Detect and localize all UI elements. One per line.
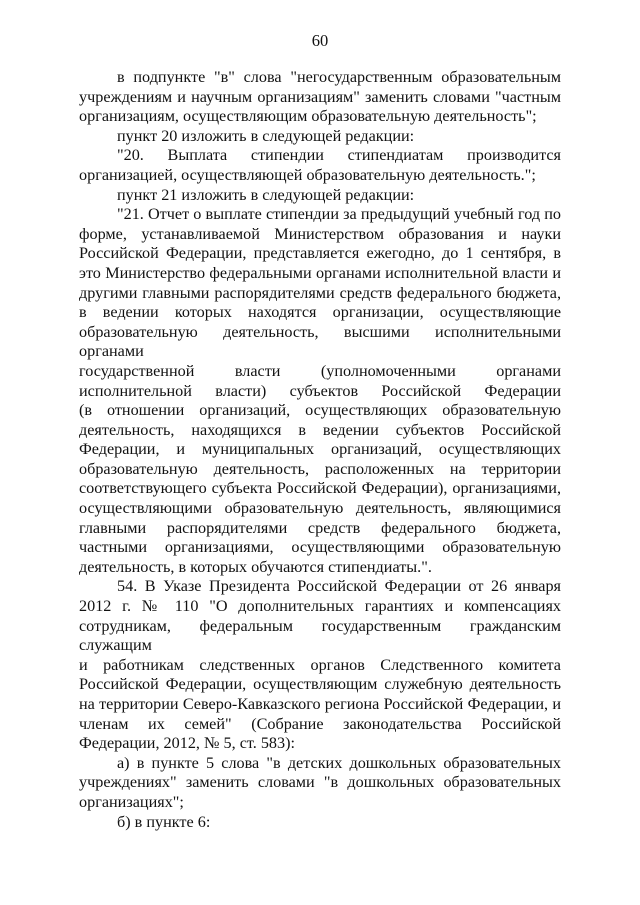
- page-number: 60: [311, 31, 329, 50]
- text-line: организациях";: [79, 792, 184, 811]
- text-line: и работникам следственных органов Следственного комитета: [79, 655, 561, 674]
- text-line: "20. Выплата стипендии стипендиатам производится: [117, 146, 561, 165]
- paragraph-p6: [79, 577, 561, 753]
- text-line: "21. Отчет о выплате стипендии за предыдущий учебный год по: [117, 205, 561, 224]
- text-line: организацией, осуществляющей образовательную деятельность.";: [79, 165, 536, 184]
- text-line: деятельность, находящихся в ведении субъектов Российской: [79, 420, 561, 439]
- text-line: 2012 г. № 110 "О дополнительных гарантиях и компенсациях: [79, 597, 561, 616]
- text-line: учреждениям и научным организациям" заменить словами "частным: [79, 87, 561, 106]
- text-line: 54. В Указе Президента Российской Федерации от 26 января: [117, 577, 561, 596]
- text-line: исполнительной власти) субъектов Российской Федерации: [79, 381, 561, 400]
- text-line: главными распорядителями средств федерального бюджета,: [79, 518, 561, 537]
- text-line: сотрудникам, федеральным государственным гражданским служащим: [79, 616, 561, 655]
- text-line: форме, устанавливаемой Министерством образования и науки: [79, 224, 561, 243]
- text-line: деятельность, в которых обучаются стипендиаты.".: [79, 557, 432, 576]
- text-line: в ведении которых находятся организации, осуществляющие: [79, 303, 561, 322]
- text-line: образовательную деятельность, высшими исполнительными органами: [79, 322, 561, 361]
- text-line: б) в пункте 6:: [117, 812, 211, 831]
- paragraph-p4: [79, 186, 561, 206]
- text-line: членам их семей" (Собрание законодательства Российской: [79, 714, 561, 733]
- paragraph-p8: [79, 813, 561, 833]
- text-line: образовательную деятельность, расположенных на территории: [79, 459, 561, 478]
- text-line: учреждениях" заменить словами "в дошкольных образовательных: [79, 773, 561, 792]
- text-line: частными организациями, осуществляющими образовательную: [79, 538, 561, 557]
- text-line: пункт 20 изложить в следующей редакции:: [117, 126, 415, 145]
- paragraph-p5: [79, 205, 561, 577]
- text-line: а) в пункте 5 слова "в детских дошкольных образовательных: [117, 753, 561, 772]
- paragraph-p3: [79, 146, 561, 185]
- paragraph-p1: [79, 68, 561, 127]
- text-line: Федерации, и муниципальных организаций, осуществляющих: [79, 440, 561, 459]
- text-line: пункт 21 изложить в следующей редакции:: [117, 185, 415, 204]
- text-line: в подпункте "в" слова "негосударственным образовательным: [117, 68, 561, 86]
- text-line: Российской Федерации, представляется ежегодно, до 1 сентября, в: [79, 244, 561, 263]
- text-line: на территории Северо-Кавказского региона Российской Федерации, и: [79, 695, 561, 713]
- text-line: государственной власти (уполномоченными органами: [79, 361, 561, 380]
- text-line: соответствующего субъекта Российской Федерации), организациями,: [79, 479, 561, 498]
- text-line: это Министерство федеральными органами исполнительной власти и: [79, 263, 561, 282]
- document-body: [79, 68, 561, 832]
- paragraph-p7: [79, 754, 561, 813]
- text-line: осуществляющими образовательную деятельность, являющимися: [79, 499, 561, 518]
- text-line: организациям, осуществляющим образовательную деятельность";: [79, 107, 537, 126]
- text-line: Российской Федерации, осуществляющим служебную деятельность: [79, 675, 561, 694]
- text-line: (в отношении организаций, осуществляющих образовательную: [79, 401, 561, 420]
- paragraph-p2: [79, 127, 561, 147]
- text-line: Федерации, 2012, № 5, ст. 583):: [79, 734, 295, 753]
- text-line: другими главными распорядителями средств федерального бюджета,: [79, 283, 561, 302]
